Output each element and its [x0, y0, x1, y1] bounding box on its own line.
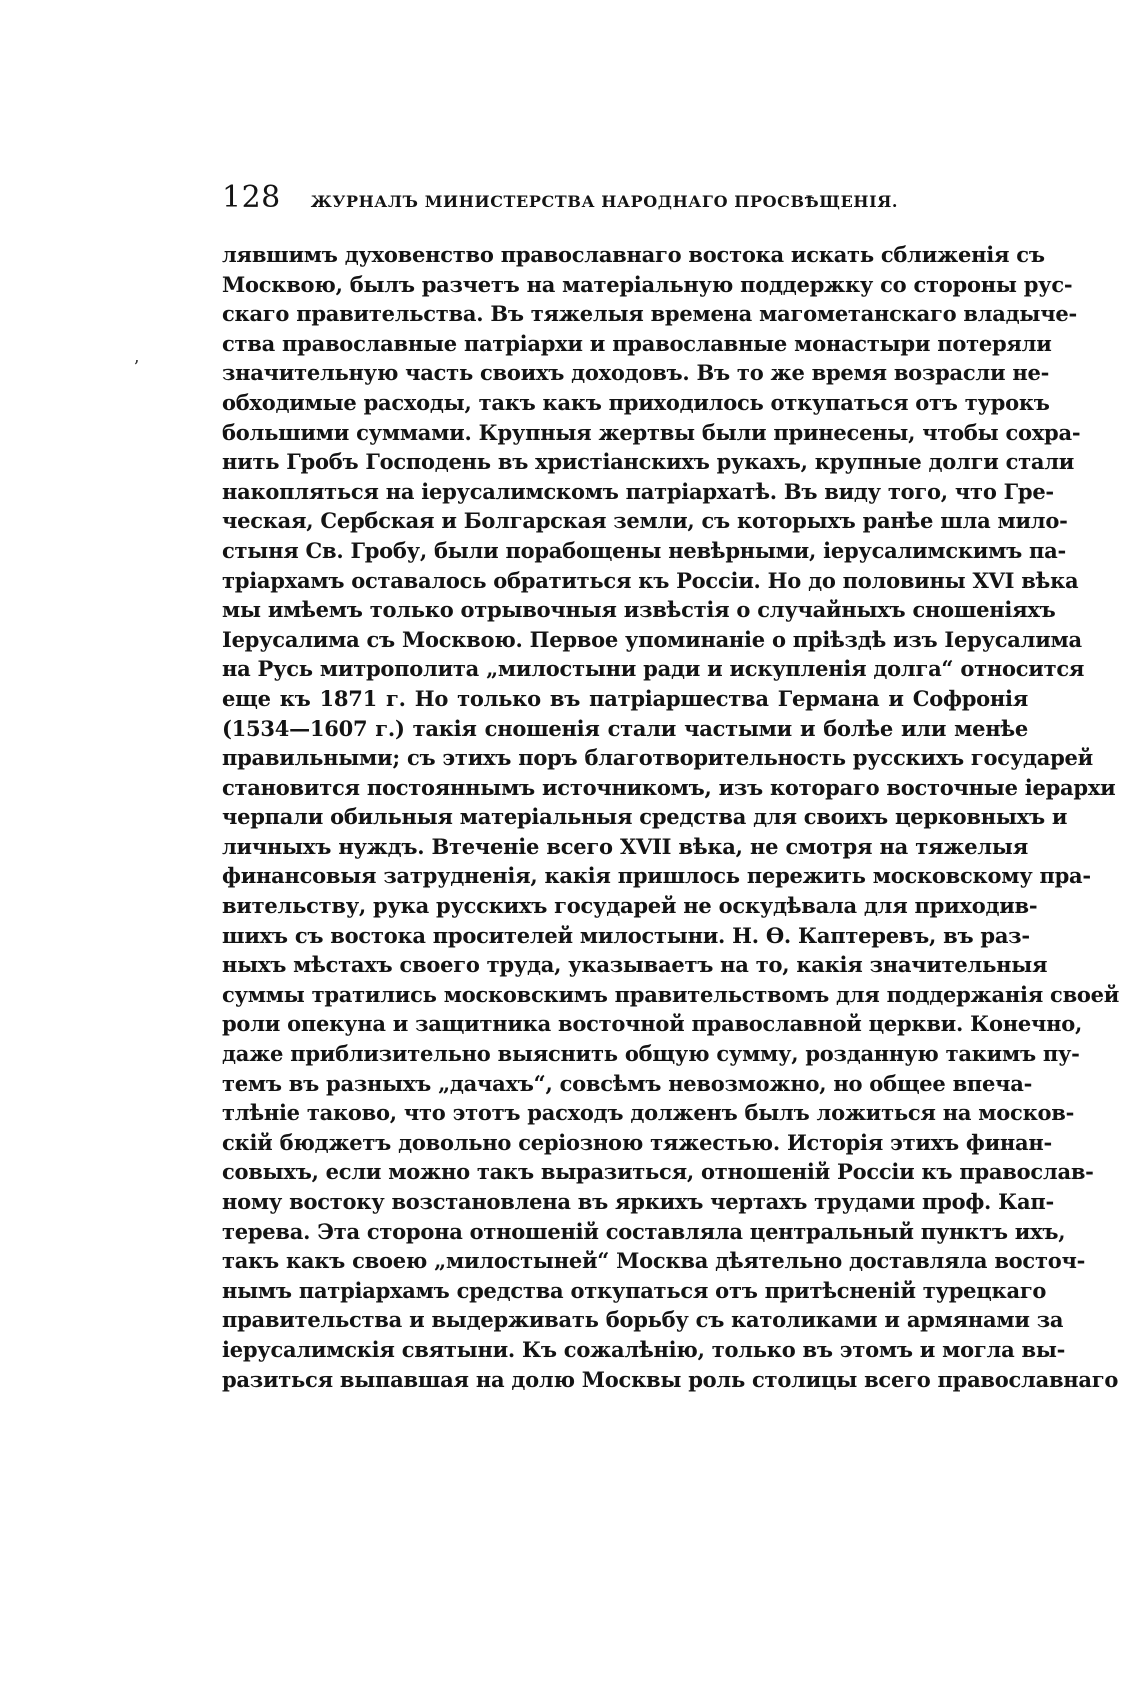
text-line: финансовыя затрудненія, какія пришлось пережить московскому пра- — [222, 863, 1091, 889]
text-line: суммы тратились московскимъ правительствомъ для поддержанія своей — [222, 981, 1120, 1007]
text-line: темъ въ разныхъ „дачахъ“, совсѣмъ невозможно, но общее впеча- — [222, 1070, 1033, 1096]
text-line: стыня Св. Гробу, были порабощены невѣрными, іерусалимскимъ па- — [222, 537, 1066, 563]
text-line: такъ какъ своею „милостыней“ Москва дѣятельно доставляла восточ- — [222, 1248, 1086, 1274]
text-line: Москвою, былъ разчетъ на матеріальную поддержку со стороны рус- — [222, 271, 1073, 297]
text-line: тлѣніе таково, что этотъ расходъ долженъ былъ ложиться на москов- — [222, 1100, 1075, 1126]
running-head — [222, 180, 1022, 216]
text-line: роли опекуна и защитника восточной православной церкви. Конечно, — [222, 1011, 1083, 1037]
text-line: становится постояннымъ источникомъ, изъ котораго восточные іерархи — [222, 774, 1116, 800]
body-text — [222, 240, 1120, 1394]
text-line: (1534—1607 г.) такія сношенія стали частыми и болѣе или менѣе — [222, 715, 1028, 741]
text-line: правительства и выдерживать борьбу съ католиками и армянами за — [222, 1307, 1064, 1333]
text-line: іерусалимскія святыни. Къ сожалѣнію, только въ этомъ и могла вы- — [222, 1336, 1066, 1362]
text-line: нымъ патріархамъ средства откупаться отъ притѣсненій турецкаго — [222, 1277, 1047, 1303]
text-line: еще къ 1871 г. Но только въ патріаршества Германа и Софронія — [222, 685, 1028, 711]
text-line: черпали обильныя матеріальныя средства для своихъ церковныхъ и — [222, 804, 1068, 830]
text-line: шихъ съ востока просителей милостыни. Н. Ѳ. Каптеревъ, въ раз- — [222, 922, 1030, 948]
text-line: ства православные патріархи и православные монастыри потеряли — [222, 330, 1052, 356]
text-line: разиться выпавшая на долю Москвы роль столицы всего православнаго — [222, 1366, 1119, 1392]
text-line: ныхъ мѣстахъ своего труда, указываетъ на то, какія значительныя — [222, 952, 1048, 978]
text-line: мы имѣемъ только отрывочныя извѣстія о случайныхъ сношеніяхъ — [222, 597, 1056, 623]
text-line: личныхъ нуждъ. Втеченіе всего XVII вѣка, не смотря на тяжелыя — [222, 833, 1028, 859]
text-line: Іерусалима съ Москвою. Первое упоминаніе о пріѣздѣ изъ Іерусалима — [222, 626, 1082, 652]
text-line: ческая, Сербская и Болгарская земли, съ которыхъ ранѣе шла мило- — [222, 508, 1068, 534]
page-number: 128 — [222, 180, 281, 215]
text-line: вительству, рука русскихъ государей не оскудѣвала для приходив- — [222, 893, 1038, 919]
text-line: скаго правительства. Въ тяжелыя времена магометанскаго владыче- — [222, 301, 1077, 327]
text-line: терева. Эта сторона отношеній составляла центральный пунктъ ихъ, — [222, 1218, 1066, 1244]
text-line: нить Гробъ Господень въ христіанскихъ рукахъ, крупные долги стали — [222, 449, 1075, 475]
text-line: обходимые расходы, такъ какъ приходилось откупаться отъ турокъ — [222, 389, 1050, 415]
text-line: значительную часть своихъ доходовъ. Въ то же время возрасли не- — [222, 360, 1050, 386]
text-line: большими суммами. Крупныя жертвы были принесены, чтобы сохра- — [222, 419, 1081, 445]
journal-title: ЖУРНАЛЪ МИНИСТЕРСТВА НАРОДНАГО ПРОСВѢЩЕНІЯ. — [310, 192, 899, 211]
text-line: лявшимъ духовенство православнаго востока искать сближенія съ — [222, 242, 1045, 267]
text-line: накопляться на іерусалимскомъ патріархатѣ. Въ виду того, что Гре- — [222, 478, 1054, 504]
text-line: совыхъ, если можно такъ выразиться, отношеній Россіи къ православ- — [222, 1159, 1094, 1185]
text-line: на Русь митрополита „милостыни ради и искупленія долга“ относится — [222, 656, 1085, 682]
text-line: скій бюджетъ довольно серіозною тяжестью. Исторія этихъ финан- — [222, 1129, 1052, 1155]
text-line: тріархамъ оставалось обратиться къ Россіи. Но до половины XVI вѣка — [222, 567, 1079, 593]
text-line: правильными; съ этихъ поръ благотворительность русскихъ государей — [222, 745, 1093, 771]
text-line: ному востоку возстановлена въ яркихъ чертахъ трудами проф. Кап- — [222, 1189, 1054, 1214]
margin-mark: ʼ — [133, 357, 139, 378]
text-line: даже приблизительно выяснить общую сумму, розданную такимъ пу- — [222, 1041, 1080, 1067]
